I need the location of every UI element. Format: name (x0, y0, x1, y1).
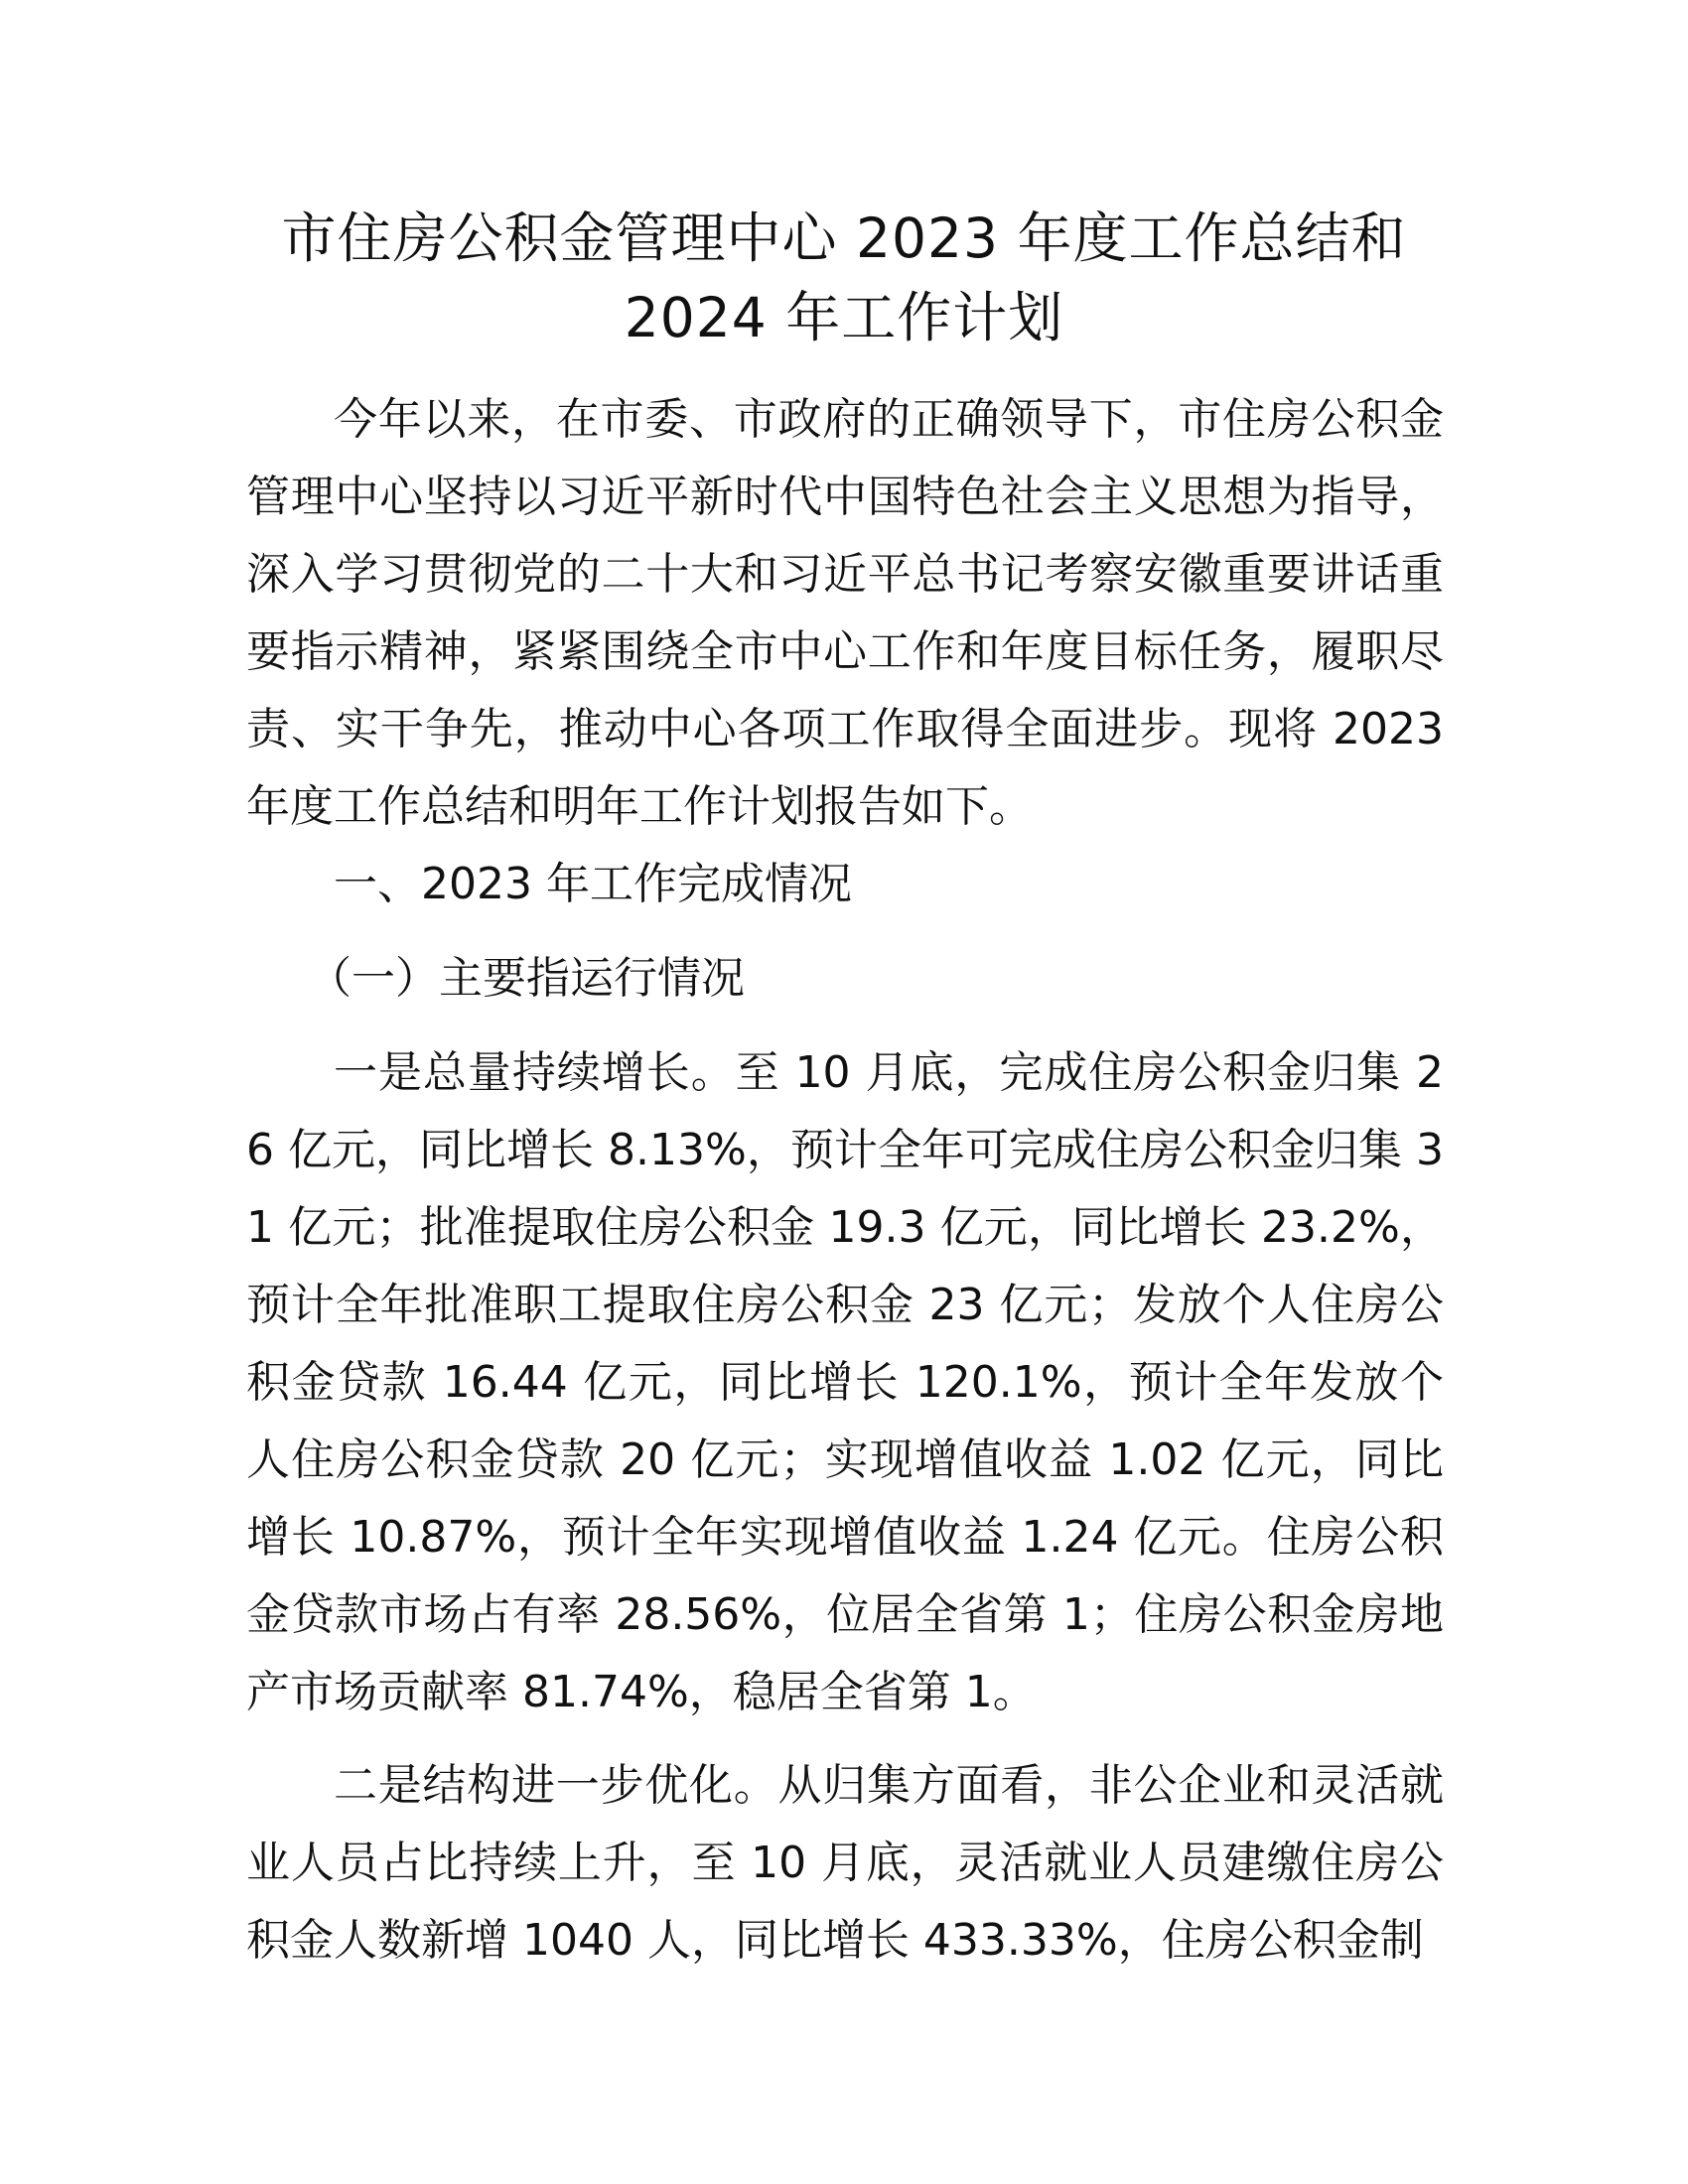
body-paragraph-1: 一是总量持续增长。至 10 月底，完成住房公积金归集 26 亿元，同比增长 8.13%，预计全年可完成住房公积金归集 31 亿元；批准提取住房公积金 19.3 亿元，同比增长 23.2%，预计全年批准职工提取住房公积金 23 亿元；发放个人住房公积金贷款 16.44 亿元，同比增长 120.1%，预计全年发放个人住房公积金贷款 20 亿元；实现增值收益 1.02 亿元，同比增长 10.87%，预计全年实现增值收益 1.24 亿元。住房公积金贷款市场占有率 28.56%，位居全省第 1；住房公积金房地产市场贡献率 81.74%，稳居全省第 1。 (246, 1047, 1444, 1717)
document-title-line-2: 2024 年工作计划 (624, 286, 1064, 349)
body-paragraph-2: 二是结构进一步优化。从归集方面看，非公企业和灵活就业人员占比持续上升，至 10 月底，灵活就业人员建缴住房公积金人数新增 1040 人，同比增长 433.33%，住房公积金制 (246, 1760, 1444, 1966)
intro-paragraph: 今年以来，在市委、市政府的正确领导下，市住房公积金管理中心坚持以习近平新时代中国特色社会主义思想为指导，深入学习贯彻党的二十大和习近平总书记考察安徽重要讲话重要指示精神，紧紧围绕全市中心工作和年度目标任务，履职尽责、实干争先，推动中心各项工作取得全面进步。现将 2023 年度工作总结和明年工作计划报告如下。 (246, 394, 1444, 832)
section-heading: 一、2023 年工作完成情况 (334, 859, 852, 909)
subsection-heading: （一）主要指运行情况 (308, 953, 745, 1004)
document-title-line-1: 市住房公积金管理中心 2023 年度工作总结和 (281, 206, 1407, 270)
